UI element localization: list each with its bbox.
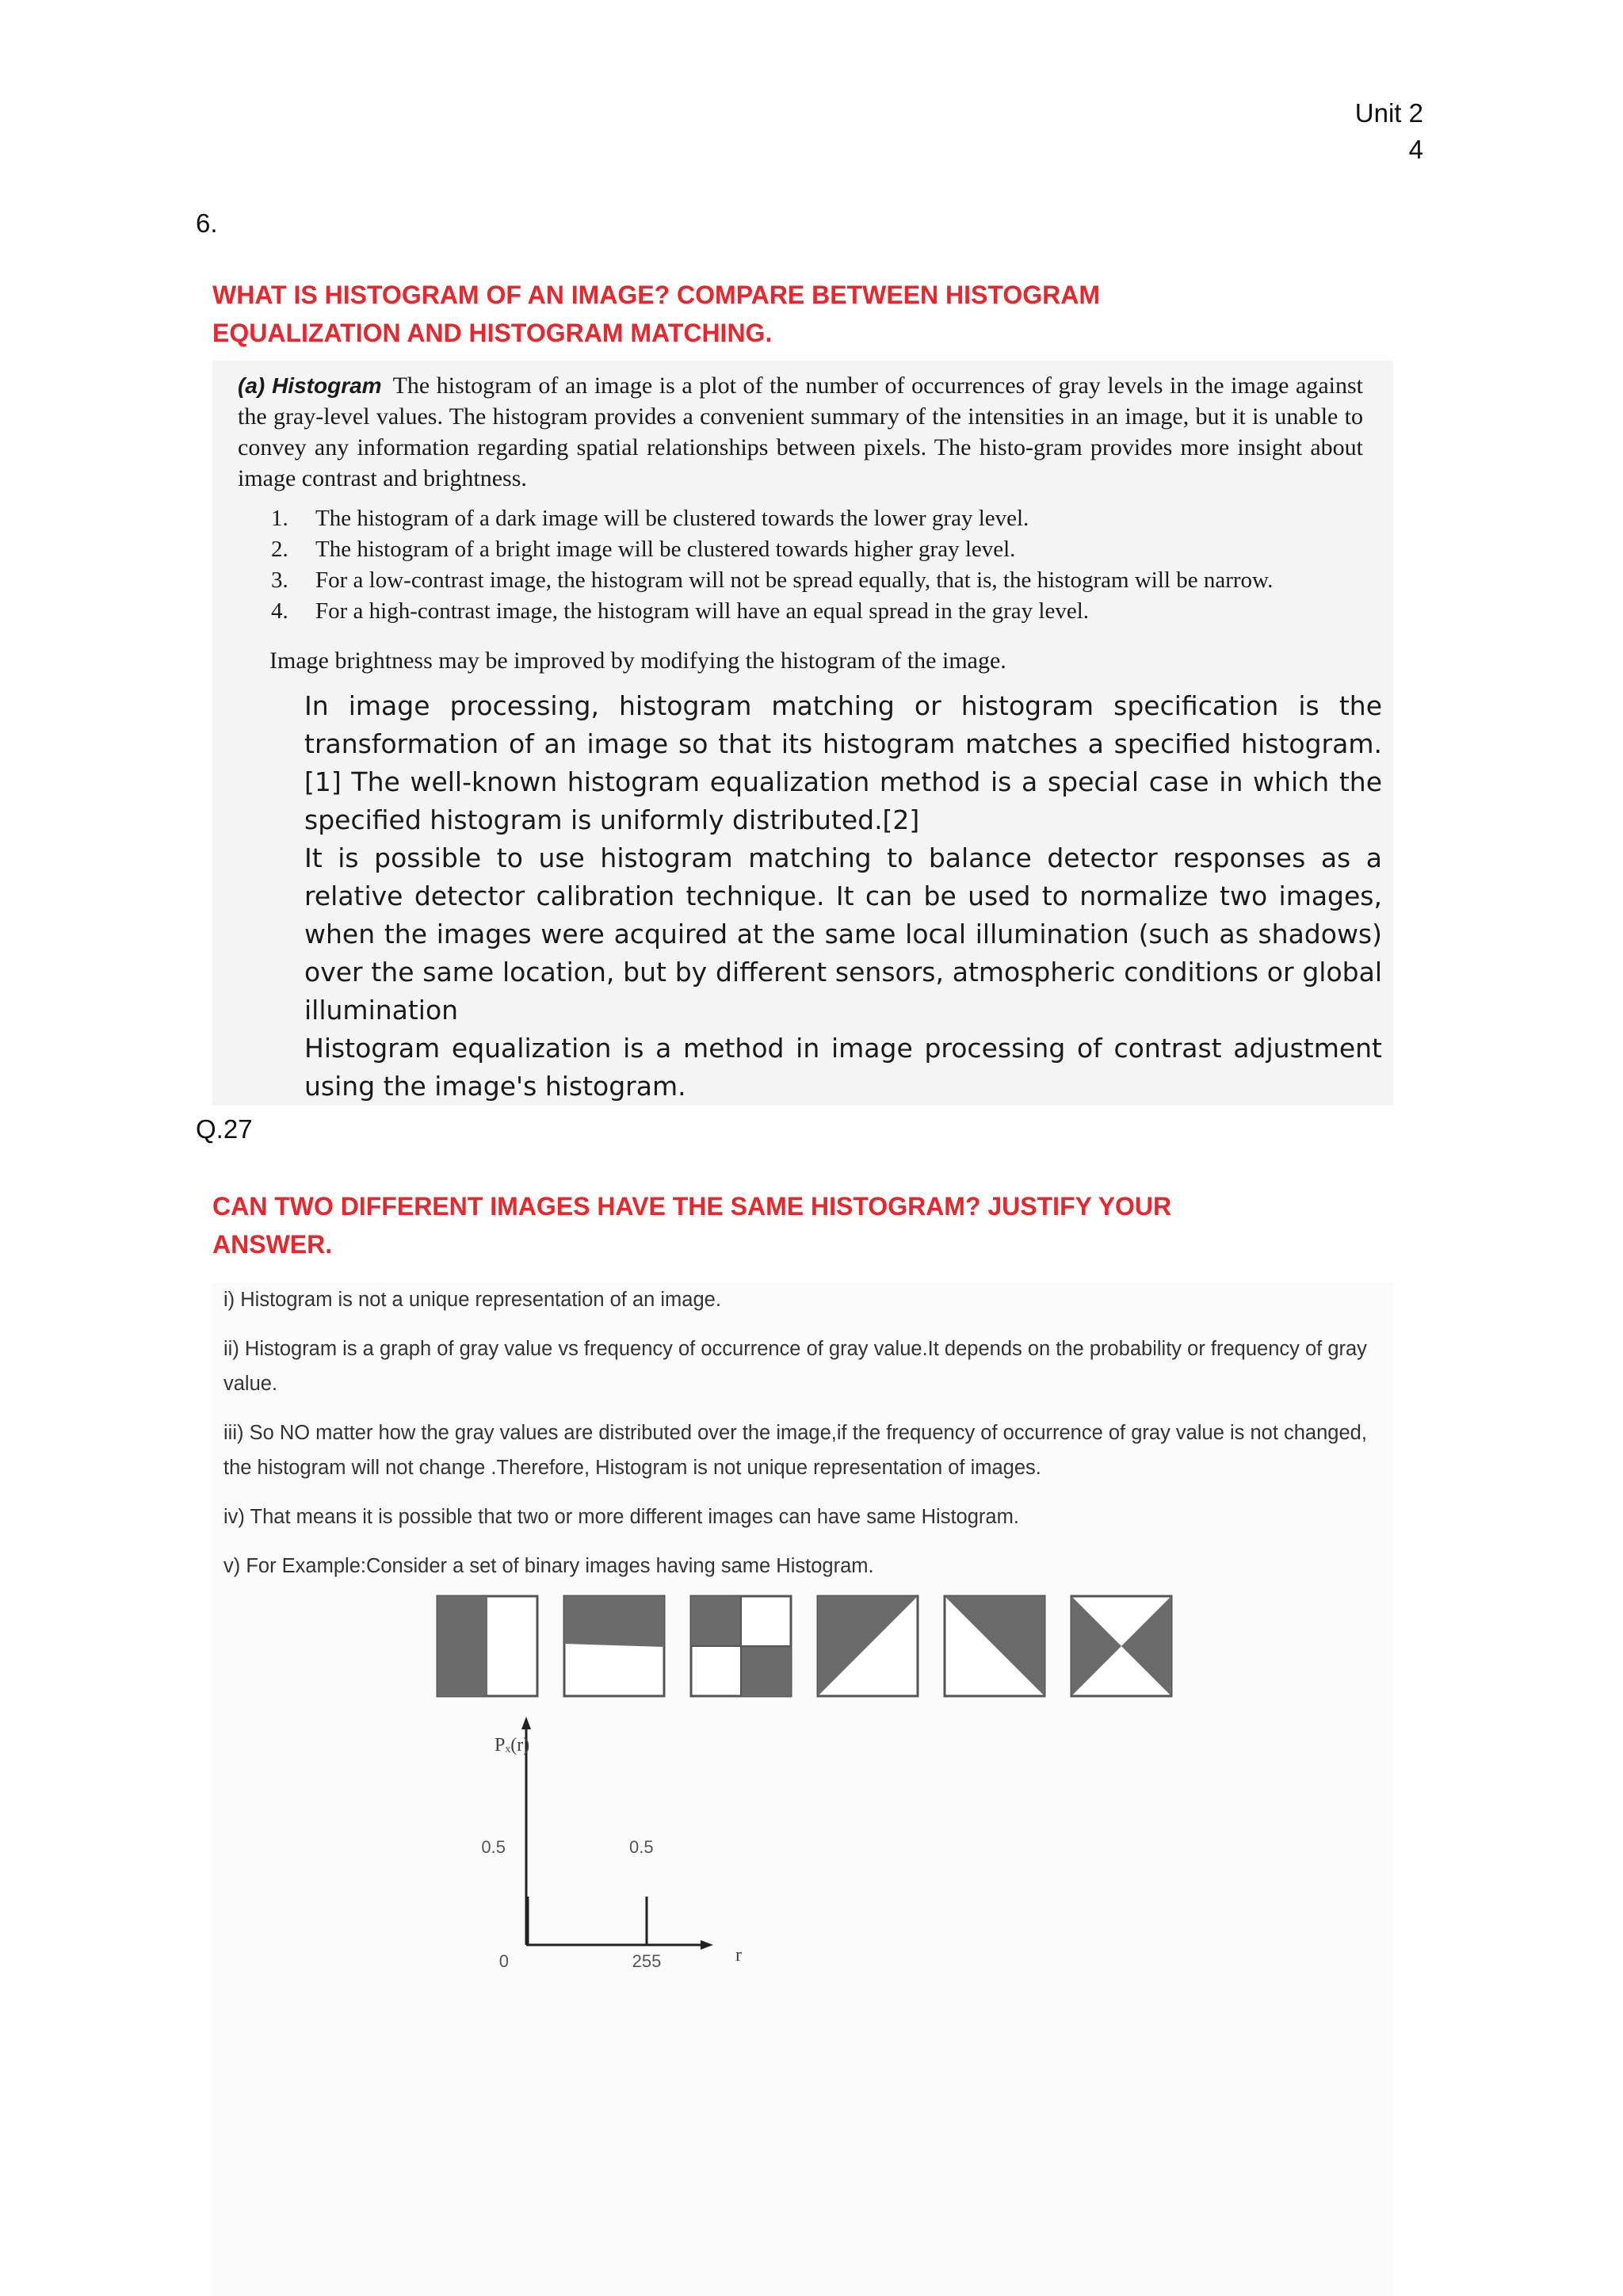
y-axis-label: Pₓ(r) bbox=[495, 1735, 530, 1755]
binary-image-left-half-dark bbox=[437, 1596, 537, 1696]
header bbox=[1355, 95, 1423, 168]
answer-item: i) Histogram is not a unique representation of an image. bbox=[223, 1289, 721, 1311]
binary-image-checker bbox=[691, 1596, 791, 1696]
histogram-definition bbox=[238, 370, 1363, 494]
binary-images-row bbox=[436, 1595, 1173, 1698]
question-number-6: 6. bbox=[196, 208, 218, 238]
binary-image-upper-left-triangle bbox=[818, 1596, 918, 1696]
histogram-matching-text bbox=[304, 687, 1382, 1106]
x-tick-label: 0 bbox=[498, 1951, 509, 1969]
x-axis-label: r bbox=[735, 1945, 742, 1966]
data-label: 0.5 bbox=[629, 1837, 654, 1857]
list-item: 1. The histogram of a dark image will be clustered towards the lower gray level. bbox=[271, 506, 1029, 531]
brightness-note: Image brightness may be improved by modifying the histogram of the image. bbox=[269, 648, 1006, 674]
x-tick-label: 255 bbox=[632, 1951, 662, 1969]
page-number: 4 bbox=[1408, 135, 1423, 164]
answer-item: v) For Example:Consider a set of binary images having same Histogram. bbox=[223, 1555, 874, 1577]
y-axis-arrow bbox=[521, 1717, 531, 1729]
section27-heading: CAN TWO DIFFERENT IMAGES HAVE THE SAME HISTOGRAM? JUSTIFY YOUR ANSWER. bbox=[212, 1192, 1172, 1259]
section6-heading: WHAT IS HISTOGRAM OF AN IMAGE? COMPARE BETWEEN HISTOGRAM EQUALIZATION AND HISTOGRAM MATCHING. bbox=[212, 281, 1100, 347]
binary-image-upper-right-triangle bbox=[945, 1596, 1044, 1696]
question-number-27: Q.27 bbox=[196, 1114, 253, 1144]
same-histogram-excerpt bbox=[212, 1282, 1393, 2296]
histogram-textbook-excerpt bbox=[212, 361, 1393, 1106]
list-item: 3. For a low-contrast image, the histogram will not be spread equally, that is, the histogram will be narrow. bbox=[271, 567, 1274, 593]
x-axis-arrow bbox=[701, 1940, 713, 1950]
matching-paragraph-1: In image processing, histogram matching or histogram specification is the transformation of an image so that its histogram matches a specified histogram.[1] The well-known histogram equalization method is a special case in which the specified histogram is uniformly distributed.[2] bbox=[304, 690, 1382, 835]
matching-paragraph-3: Histogram equalization is a method in image processing of contrast adjustment using the image's histogram. bbox=[304, 1033, 1382, 1102]
histogram-chart bbox=[395, 1715, 965, 1969]
y-tick-label: 0.5 bbox=[481, 1837, 506, 1857]
para-body: The histogram of an image is a plot of the number of occurrences of gray levels in the image against the gray-level values. The histogram provides a convenient summary of the intensities in an image, but it is unable to convey any information regarding spatial relationships between pixels. The histo-gram provides more insight about image contrast and brightness. bbox=[238, 372, 1364, 491]
list-item: 2. The histogram of a bright image will be clustered towards higher gray level. bbox=[271, 537, 1016, 562]
para-lead: (a) Histogram bbox=[238, 373, 382, 398]
binary-image-hourglass bbox=[1071, 1596, 1171, 1696]
histogram-properties-list bbox=[271, 503, 1381, 627]
unit-label: Unit 2 bbox=[1354, 98, 1423, 128]
answer-item: iii) So NO matter how the gray values are distributed over the image,if the frequency of occurrence of gray value is not changed, the histogram will not change .Therefore, Histogram is not unique representation of images. bbox=[223, 1422, 1367, 1479]
answer-item: ii) Histogram is a graph of gray value vs frequency of occurrence of gray value.It depends on the probability or frequency of gray value. bbox=[223, 1338, 1367, 1395]
answer-item: iv) That means it is possible that two or more different images can have same Histogram. bbox=[223, 1506, 1019, 1528]
binary-image-top-half-dark bbox=[564, 1596, 664, 1696]
list-item: 4. For a high-contrast image, the histogram will have an equal spread in the gray level. bbox=[271, 598, 1090, 624]
matching-paragraph-2: It is possible to use histogram matching to balance detector responses as a relative detector calibration technique. It can be used to normalize two images, when the images were acquired at the same local illumination (such as shadows) over the same location, but by different sensors, atmospheric conditions or global illumination bbox=[304, 842, 1382, 1026]
